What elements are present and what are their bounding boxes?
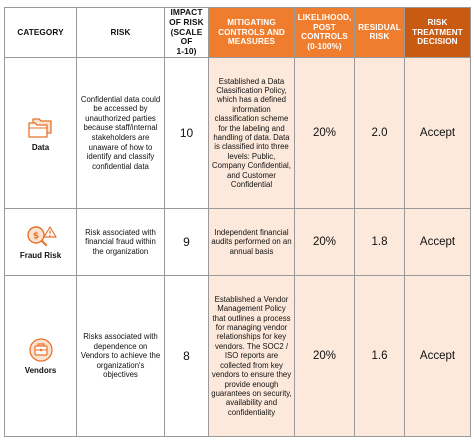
category-label: Vendors bbox=[24, 365, 57, 375]
residual-risk-value: 1.6 bbox=[355, 275, 405, 436]
treatment-decision-value: Accept bbox=[405, 57, 471, 208]
header-row bbox=[5, 8, 471, 58]
impact-value: 8 bbox=[165, 275, 209, 436]
likelihood-value: 20% bbox=[295, 57, 355, 208]
folders-icon bbox=[27, 114, 55, 140]
residual-risk-value: 2.0 bbox=[355, 57, 405, 208]
header-risk: RISK bbox=[77, 8, 165, 58]
header-mitigating-controls: MITIGATING CONTROLS AND MEASURES bbox=[209, 8, 295, 58]
treatment-decision-value: Accept bbox=[405, 208, 471, 275]
mitigating-control-text: Independent financial audits performed on an annual basis bbox=[209, 208, 295, 275]
header-impact-line: IMPACT bbox=[170, 7, 203, 17]
treatment-decision-value: Accept bbox=[405, 275, 471, 436]
header-residual-risk: RESIDUAL RISK bbox=[355, 8, 405, 58]
risk-description: Risks associated with dependence on Vendors to achieve the organization's objectives bbox=[77, 275, 165, 436]
category-label: Data bbox=[31, 142, 50, 152]
fraud-search-icon bbox=[25, 224, 57, 248]
likelihood-value: 20% bbox=[295, 275, 355, 436]
table-row bbox=[5, 57, 471, 208]
header-impact-line: OF RISK bbox=[169, 16, 204, 27]
category-cell bbox=[5, 57, 77, 208]
category-label: Fraud Risk bbox=[19, 250, 62, 260]
header-impact-line: (SCALE OF bbox=[170, 26, 203, 47]
header-treatment-decision: RISK TREATMENT DECISION bbox=[405, 8, 471, 58]
impact-value: 9 bbox=[165, 208, 209, 275]
vendor-badge-icon bbox=[28, 337, 54, 363]
table-row bbox=[5, 275, 471, 436]
header-impact bbox=[165, 8, 209, 58]
header-category: CATEGORY bbox=[5, 8, 77, 58]
residual-risk-value: 1.8 bbox=[355, 208, 405, 275]
header-likelihood: LIKELIHOOD, POST CONTROLS (0-100%) bbox=[295, 8, 355, 58]
table-row bbox=[5, 208, 471, 275]
mitigating-control-text: Established a Data Classification Policy, which has a defined information classification scheme for the labeling and handling of data. Data is classified into three levels: Public, Company Confidential, and Customer Confidential bbox=[209, 57, 295, 208]
likelihood-value: 20% bbox=[295, 208, 355, 275]
mitigating-control-text: Established a Vendor Management Policy that outlines a process for managing vendor relationships for key vendors. The SOC2 / ISO reports are collected from key vendors to ensure they provide enough guarantees on security, availability and confidentiality bbox=[209, 275, 295, 436]
risk-description: Risk associated with financial fraud within the organization bbox=[77, 208, 165, 275]
risk-description: Confidential data could be accessed by unauthorized parties because staff/internal stakeholders are unaware of how to identify and classify confidential data bbox=[77, 57, 165, 208]
svg-text:$: $ bbox=[32, 231, 39, 242]
category-cell bbox=[5, 275, 77, 436]
category-cell bbox=[5, 208, 77, 275]
header-impact-line: 1-10) bbox=[176, 46, 197, 57]
risk-assessment-table bbox=[4, 7, 471, 437]
impact-value: 10 bbox=[165, 57, 209, 208]
